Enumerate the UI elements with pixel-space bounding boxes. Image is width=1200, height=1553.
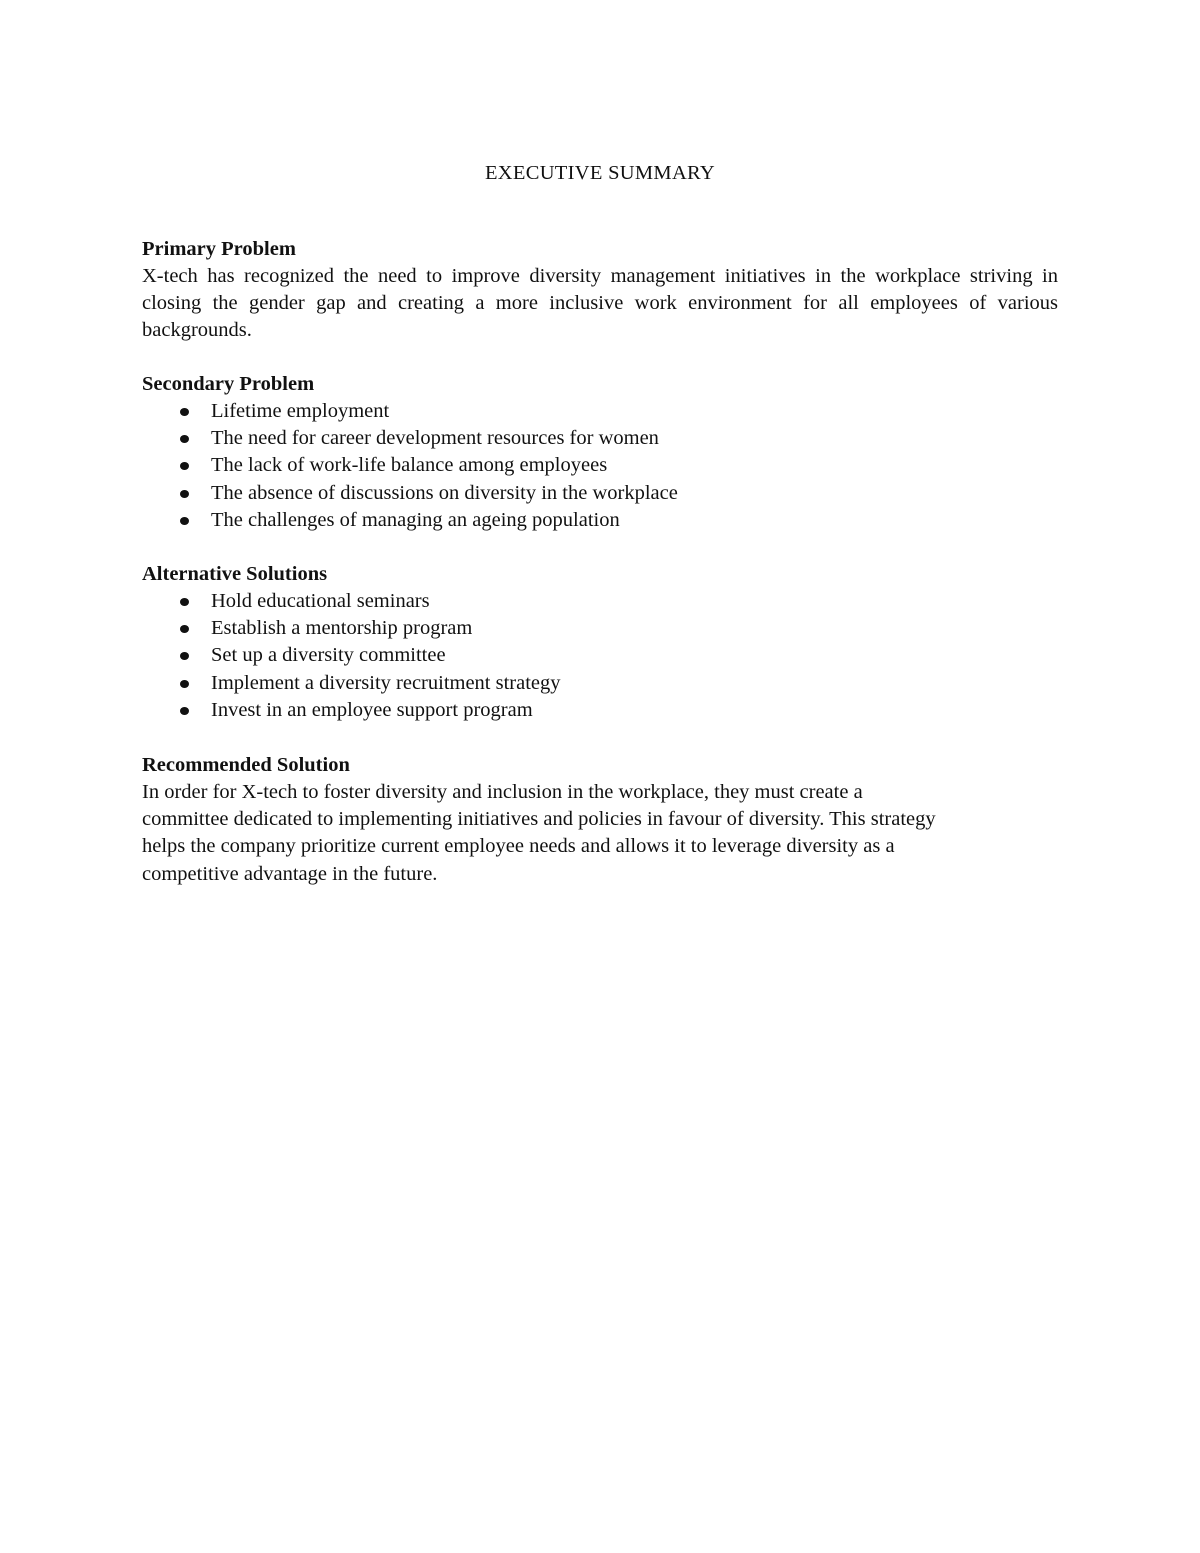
- list-item: Establish a mentorship program: [142, 615, 1058, 642]
- recommended-solution-line: helps the company prioritize current employee needs and allows it to leverage diversity as a: [142, 835, 895, 858]
- alternative-solutions-section: [142, 561, 1058, 724]
- primary-problem-section: [142, 236, 1058, 344]
- list-item: The challenges of managing an ageing population: [142, 507, 1058, 534]
- primary-problem-heading: Primary Problem: [142, 238, 296, 260]
- bullet-icon: [180, 680, 189, 688]
- recommended-solution-section: [142, 752, 1058, 888]
- list-item: Set up a diversity committee: [142, 642, 1058, 669]
- recommended-solution-line: committee dedicated to implementing initiatives and policies in favour of diversity. This strategy: [142, 808, 936, 831]
- list-item: The lack of work-life balance among employees: [142, 452, 1058, 479]
- recommended-solution-line: In order for X-tech to foster diversity and inclusion in the workplace, they must create a: [142, 781, 863, 803]
- bullet-icon: [180, 652, 189, 660]
- secondary-problem-section: [142, 371, 1058, 534]
- bullet-icon: [180, 707, 189, 715]
- bullet-icon: [180, 517, 189, 525]
- alternative-solutions-heading: Alternative Solutions: [142, 563, 328, 585]
- list-item: The need for career development resources for women: [142, 425, 1058, 452]
- secondary-problem-list: [142, 398, 1058, 534]
- bullet-icon: [180, 435, 189, 443]
- list-item: Implement a diversity recruitment strategy: [142, 670, 1058, 697]
- list-item: Invest in an employee support program: [142, 697, 1058, 724]
- bullet-icon: [180, 625, 189, 633]
- list-item: Lifetime employment: [142, 398, 1058, 425]
- recommended-solution-heading: Recommended Solution: [142, 754, 350, 776]
- primary-problem-text: X-tech has recognized the need to improve diversity management initiatives in the workplace striving in closing the gender gap and creating a more inclusive work environment for all employees of various backgrounds.: [142, 265, 1058, 341]
- document-title: EXECUTIVE SUMMARY: [484, 162, 716, 184]
- bullet-icon: [180, 490, 189, 498]
- recommended-solution-line: competitive advantage in the future.: [142, 862, 438, 885]
- alternative-solutions-list: [142, 588, 1058, 724]
- bullet-icon: [180, 598, 189, 606]
- list-item: The absence of discussions on diversity in the workplace: [142, 480, 1058, 507]
- secondary-problem-heading: Secondary Problem: [142, 373, 315, 395]
- list-item: Hold educational seminars: [142, 588, 1058, 615]
- bullet-icon: [180, 408, 189, 416]
- bullet-icon: [180, 462, 189, 470]
